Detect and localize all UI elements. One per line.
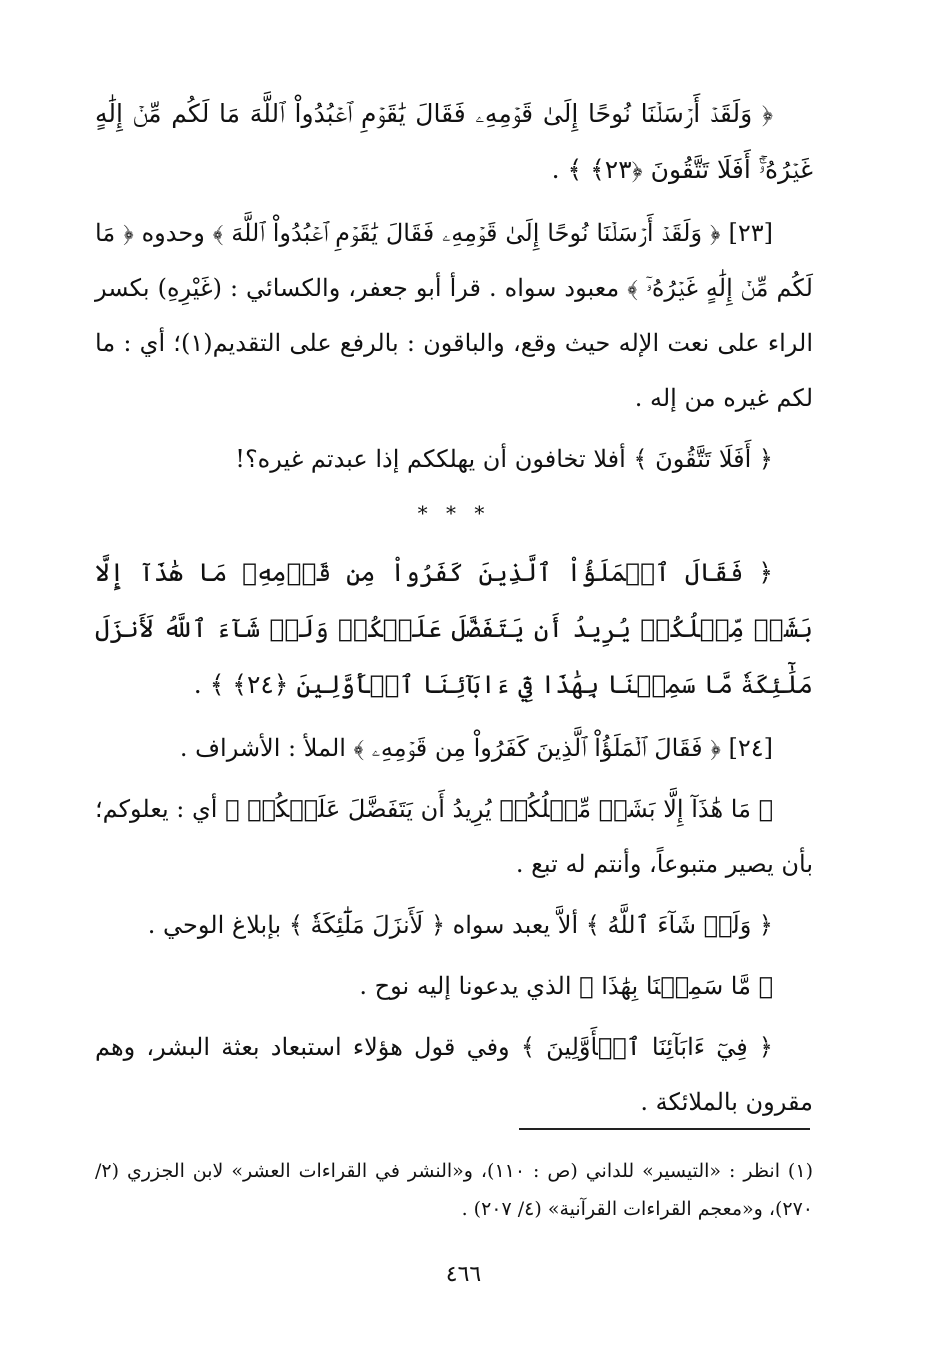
verse-23: ﴿ وَلَقَدۡ أَرۡسَلۡنَا نُوحًا إِلَىٰ قَوۡمِهِۦ فَقَالَ يَٰقَوۡمِ ٱعۡبُدُواْ ٱللَّهَ مَا لَكُم مِّنۡ إِلَٰهٍ غَيۡرُهُۥٓۚ أَفَلَا تَتَّقُونَ ﴿٢٣﴾ ﴾ . [95, 99, 813, 184]
page-body [95, 86, 813, 1136]
footnote-divider [519, 1128, 810, 1130]
commentary-24-c: ﴿ وَلَوۡ شَآءَ ٱللَّهُ ﴾ ألاَّ يعبد سواه ﴿ لَأَنزَلَ مَلَٰٓئِكَةٗ ﴾ بإبلاغ الوحي . [147, 911, 773, 939]
commentary-24-d: ﴿ مَّا سَمِعۡنَا بِهَٰذَا ﴾ الذي يدعونا إليه نوح . [359, 972, 773, 1000]
verse-24: ﴿ فَقَالَ ٱلۡمَلَؤُاْ ٱلَّذِينَ كَفَرُواْ مِن قَوۡمِهِۦ مَا هَٰذَآ إِلَّا بَشَرٞ مِّثۡلُكُمۡ يُرِيدُ أَن يَتَفَضَّلَ عَلَيۡكُمۡ وَلَوۡ شَآءَ ٱللَّهُ لَأَنزَلَ مَلَٰٓئِكَةٗ مَّا سَمِعۡنَا بِهَٰذَا فِيٓ ءَابَآئِنَا ٱلۡأَوَّلِينَ ﴿٢٤﴾ ﴾ . [95, 558, 813, 699]
commentary-24-a: [٢٤] ﴿ فَقَالَ ٱلۡمَلَؤُاْ ٱلَّذِينَ كَفَرُواْ مِن قَوۡمِهِۦ ﴾ الملأ : الأشراف . [179, 734, 773, 762]
commentary-24-b: ﴿ مَا هَٰذَآ إِلَّا بَشَرٞ مِّثۡلُكُمۡ يُرِيدُ أَن يَتَفَضَّلَ عَلَيۡكُمۡ ﴾ أي : يعلوكم؛ بأن يصير متبوعاً، وأنتم له تبع . [95, 795, 813, 878]
footnotes [95, 1152, 813, 1228]
footnote-1: (١) انظر : «التيسير» للداني (ص : ١١٠)، و«النشر في القراءات العشر» لابن الجزري (٢/ ٢٧٠)، و«معجم القراءات القرآنية» (٤/ ٢٠٧) . [95, 1160, 813, 1220]
commentary-23-a: [٢٣] ﴿ وَلَقَدۡ أَرۡسَلۡنَا نُوحًا إِلَىٰ قَوۡمِهِۦ فَقَالَ يَٰقَوۡمِ ٱعۡبُدُواْ ٱللَّهَ ﴾ وحدوه ﴿ مَا لَكُم مِّنۡ إِلَٰهٍ غَيۡرُهُۥٓ ﴾ معبود سواه . قرأ أبو جعفر، والكسائي : (غَيْرِهِ) بكسر الراء على نعت الإله حيث وقع، والباقون : بالرفع على التقديم(١)؛ أي : ما لكم غيره من إله . [95, 219, 813, 412]
section-separator: * * * [417, 501, 491, 525]
commentary-23-b: ﴿ أَفَلَا تَتَّقُونَ ﴾ أفلا تخافون أن يهلككم إذا عبدتم غيره؟! [235, 445, 773, 473]
page-number: ٤٦٦ [445, 1262, 482, 1287]
commentary-24-e: ﴿ فِيٓ ءَابَآئِنَا ٱلۡأَوَّلِينَ ﴾ وفي قول هؤلاء استبعاد بعثة البشر، وهم مقرون بالملائكة . [95, 1033, 813, 1116]
